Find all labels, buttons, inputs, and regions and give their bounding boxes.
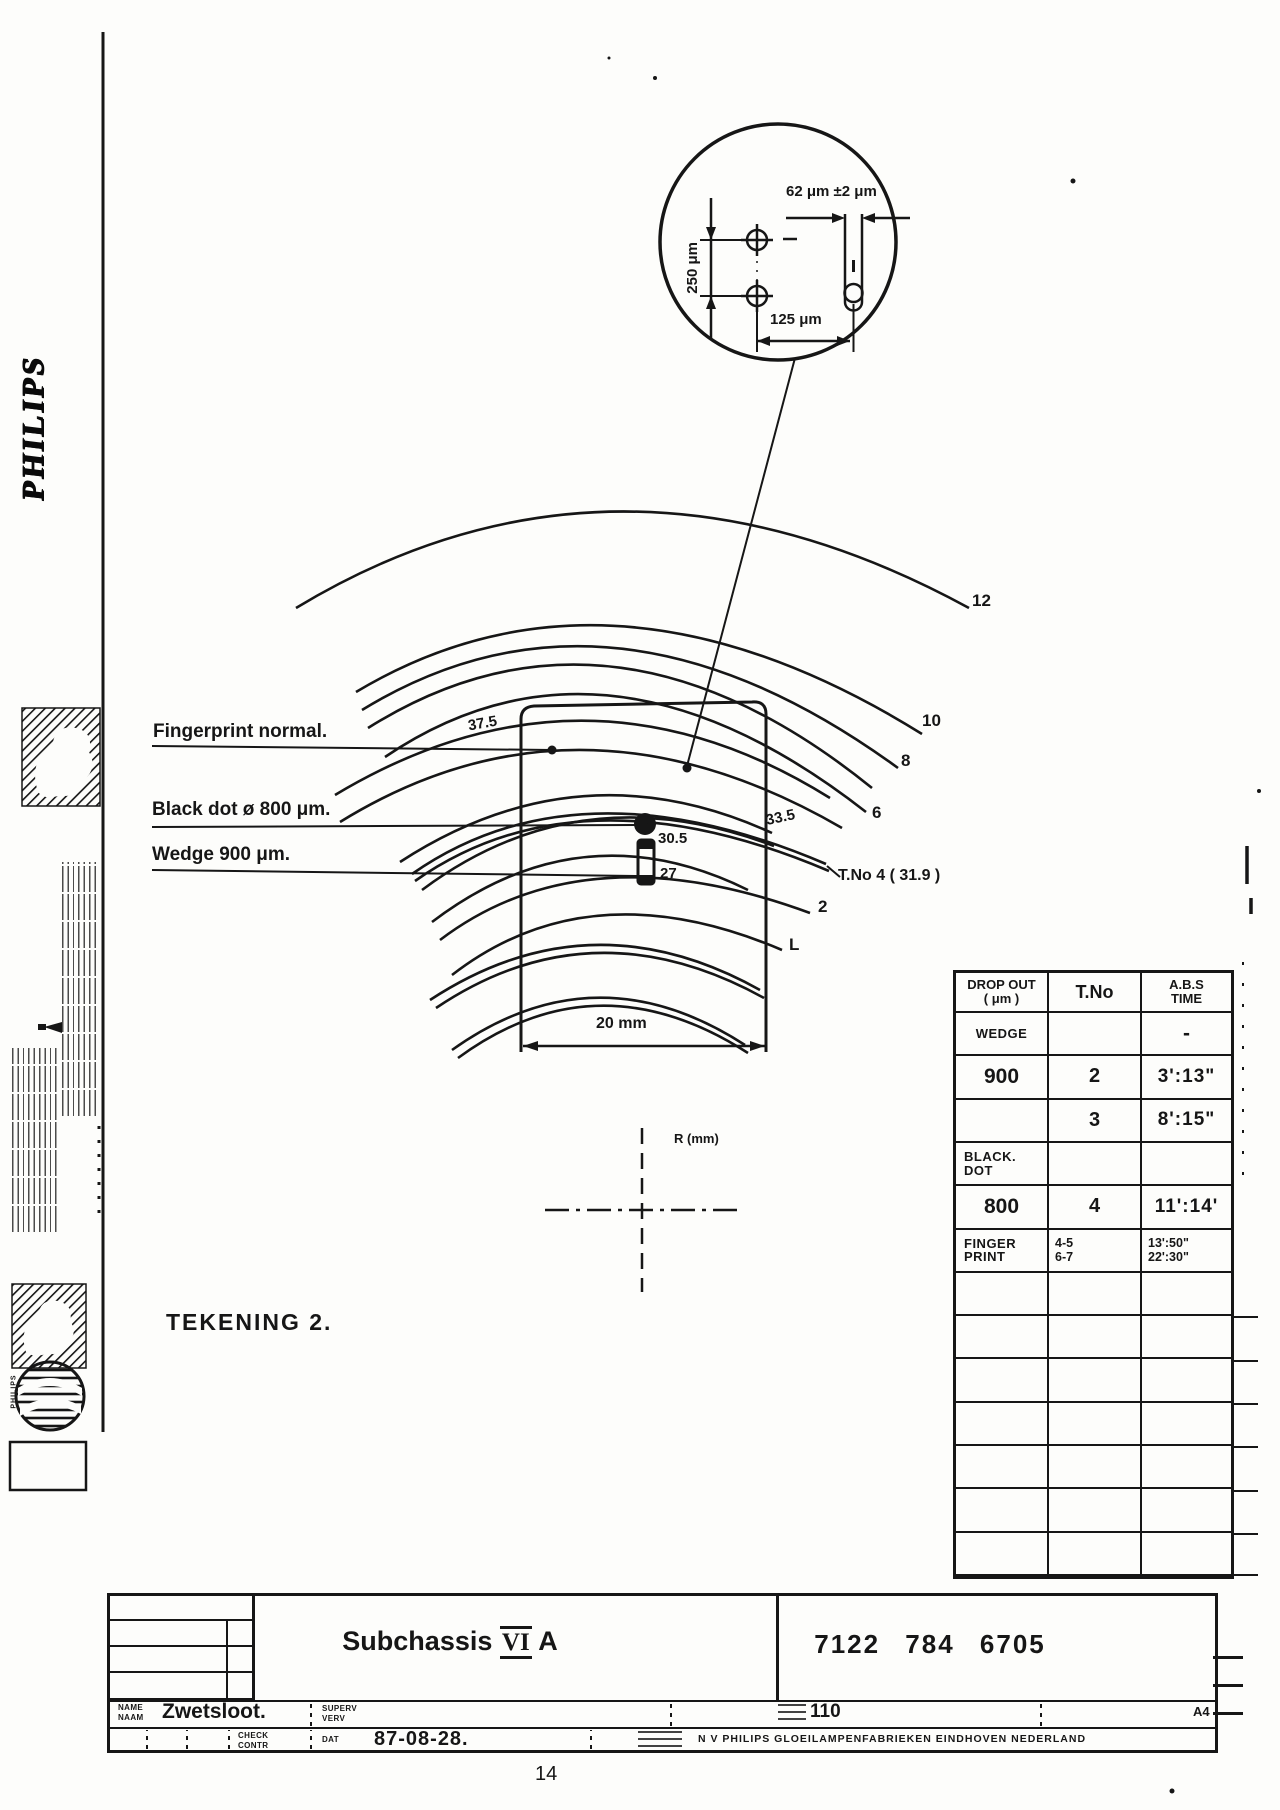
radius-375-label: 37.5 bbox=[466, 712, 499, 735]
company-name: N V PHILIPS GLOEILAMPENFABRIEKEN EINDHOVEN NEDERLAND bbox=[698, 1733, 1087, 1745]
radius-arcs bbox=[296, 512, 969, 1059]
name-value: Zwetsloot. bbox=[162, 1700, 266, 1723]
table-cell: 3':13" bbox=[1142, 1056, 1231, 1099]
table-header-abs-time: A.B.S TIME bbox=[1142, 973, 1231, 1013]
arc-12-label: 12 bbox=[972, 591, 991, 610]
table-cell bbox=[1142, 1316, 1231, 1359]
table-cell bbox=[1142, 1359, 1231, 1402]
superv-label: SUPERV VERV bbox=[322, 1704, 358, 1723]
table-cell bbox=[956, 1446, 1049, 1489]
sheet-number: 110 bbox=[810, 1701, 841, 1722]
wedge-label: Wedge 900 μm. bbox=[152, 844, 290, 865]
table-cell: WEDGE bbox=[956, 1013, 1049, 1056]
part-number: 7122 784 6705 bbox=[814, 1629, 1046, 1659]
drawing-caption: TEKENING 2. bbox=[166, 1309, 333, 1335]
table-cell bbox=[1049, 1143, 1142, 1186]
name-label: NAME NAAM bbox=[118, 1703, 144, 1722]
radius-305-label: 30.5 bbox=[658, 830, 688, 847]
table-cell: BLACK. DOT bbox=[956, 1143, 1049, 1186]
table-cell: FINGER PRINT bbox=[956, 1230, 1049, 1273]
table-line-overshoot bbox=[1232, 1533, 1258, 1535]
philips-globe-logo bbox=[16, 1362, 84, 1430]
dim-250um-label: 250 μm bbox=[684, 242, 702, 294]
arc-6-label: 6 bbox=[872, 803, 882, 822]
dim-62um-label: 62 μm ±2 μm bbox=[786, 183, 877, 200]
illegible-fine-print bbox=[638, 1730, 682, 1747]
table-cell bbox=[1142, 1273, 1231, 1316]
table-cell: 13':50" 22':30" bbox=[1142, 1230, 1231, 1273]
dim-125um-label: 125 μm bbox=[770, 311, 822, 328]
right-dash bbox=[1213, 1656, 1243, 1659]
dim-20mm-label: 20 mm bbox=[596, 1015, 647, 1032]
table-cell: 8':15" bbox=[1142, 1100, 1231, 1143]
table-cell bbox=[1142, 1143, 1231, 1186]
arc-10-label: 10 bbox=[922, 711, 941, 730]
table-cell bbox=[1049, 1273, 1142, 1316]
table-cell: - bbox=[1142, 1013, 1231, 1056]
date-label: DAT bbox=[322, 1735, 340, 1744]
table-cell: 4 bbox=[1049, 1186, 1142, 1229]
black-dot-label: Black dot ø 800 μm. bbox=[152, 799, 331, 820]
table-cell bbox=[1049, 1013, 1142, 1056]
table-cell bbox=[1142, 1533, 1231, 1576]
table-cell bbox=[1049, 1533, 1142, 1576]
philips-logotype: PHILIPS bbox=[15, 353, 50, 503]
table-cell bbox=[956, 1273, 1049, 1316]
philips-mini-label: PHILIPS bbox=[10, 1374, 18, 1409]
table-cell bbox=[1142, 1446, 1231, 1489]
table-line-overshoot bbox=[1232, 1316, 1258, 1318]
arc-tno4-label: T.No 4 ( 31.9 ) bbox=[838, 867, 941, 884]
dim-250um bbox=[700, 198, 746, 338]
table-cell bbox=[956, 1533, 1049, 1576]
radius-335-label: 33.5 bbox=[764, 806, 797, 829]
pointing-hand-icon bbox=[38, 1022, 62, 1033]
table-cell: 900 bbox=[956, 1056, 1049, 1099]
check-label: CHECK CONTR bbox=[238, 1731, 269, 1750]
arc-8-label: 8 bbox=[901, 751, 911, 770]
table-cell bbox=[1049, 1359, 1142, 1402]
radius-27-label: 27 bbox=[660, 865, 677, 882]
stamp-top bbox=[22, 708, 100, 806]
r-axis-crosshair bbox=[545, 1128, 742, 1292]
right-dash bbox=[1213, 1712, 1243, 1715]
table-line-overshoot bbox=[1232, 1446, 1258, 1448]
table-cell: 11':14' bbox=[1142, 1186, 1231, 1229]
right-dash bbox=[1213, 1684, 1243, 1687]
r-axis-label: R (mm) bbox=[674, 1131, 719, 1146]
bottom-left-box bbox=[10, 1442, 86, 1490]
page-number: 14 bbox=[535, 1763, 558, 1785]
table-line-overshoot bbox=[1232, 1403, 1258, 1405]
table-line-overshoot bbox=[1232, 1360, 1258, 1362]
illegible-sheet-label bbox=[778, 1704, 806, 1720]
table-cell bbox=[956, 1100, 1049, 1143]
table-cell: 4-5 6-7 bbox=[1049, 1230, 1142, 1273]
table-line-overshoot bbox=[1232, 1574, 1258, 1576]
dropout-table bbox=[953, 970, 1234, 1579]
table-cell bbox=[1142, 1403, 1231, 1446]
table-cell bbox=[956, 1359, 1049, 1402]
table-header-tno: T.No bbox=[1049, 973, 1142, 1013]
table-line-overshoot bbox=[1232, 1490, 1258, 1492]
table-cell bbox=[1049, 1489, 1142, 1532]
copyright-fine-print-a bbox=[62, 862, 98, 1118]
stamp-bottom bbox=[12, 1284, 86, 1368]
table-cell bbox=[1049, 1316, 1142, 1359]
arc-l-label: L bbox=[789, 935, 800, 954]
table-header-dropout: DROP OUT ( μm ) bbox=[956, 973, 1049, 1013]
table-cell bbox=[956, 1489, 1049, 1532]
date-value: 87-08-28. bbox=[374, 1728, 469, 1750]
copyright-fine-print-b bbox=[12, 1048, 58, 1234]
paper-format: A4 bbox=[1193, 1704, 1210, 1719]
fingerprint-label: Fingerprint normal. bbox=[153, 721, 328, 742]
table-cell: 800 bbox=[956, 1186, 1049, 1229]
table-cell bbox=[1049, 1446, 1142, 1489]
roman-numeral: VI bbox=[500, 1626, 532, 1659]
title-block bbox=[107, 1593, 1218, 1753]
drawing-title: Subchassis VI A bbox=[230, 1626, 670, 1657]
wedge-leader bbox=[152, 870, 638, 876]
table-cell: 2 bbox=[1049, 1056, 1142, 1099]
table-cell bbox=[956, 1403, 1049, 1446]
table-cell bbox=[956, 1316, 1049, 1359]
fingerprint-leader bbox=[152, 746, 552, 750]
arc-2-label: 2 bbox=[818, 897, 828, 916]
table-cell bbox=[1142, 1489, 1231, 1532]
table-cell: 3 bbox=[1049, 1100, 1142, 1143]
table-cell bbox=[1049, 1403, 1142, 1446]
